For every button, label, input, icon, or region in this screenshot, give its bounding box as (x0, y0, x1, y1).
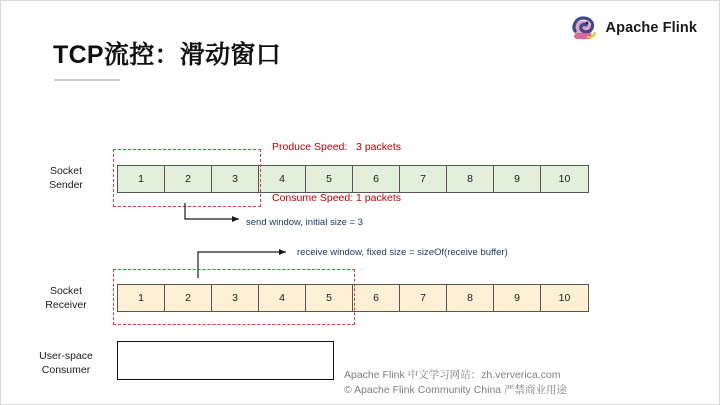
sender-cell: 3 (212, 166, 259, 192)
receiver-packet-row (117, 284, 589, 312)
socket-receiver-label-line2: Receiver (45, 299, 87, 311)
sender-cell: 2 (165, 166, 212, 192)
sender-cell: 5 (306, 166, 353, 192)
socket-receiver-label (33, 284, 99, 312)
receiver-cell: 9 (494, 285, 541, 311)
receiver-cell: 10 (541, 285, 588, 311)
socket-sender-label-line1: Socket (49, 165, 83, 177)
sender-cell: 6 (353, 166, 400, 192)
receiver-cell: 4 (259, 285, 306, 311)
sender-packet-row (117, 165, 589, 193)
flink-squirrel-logo-icon (569, 13, 599, 43)
sender-cell: 1 (118, 166, 165, 192)
receive-window-text: receive window, fixed size = sizeOf(receive buffer) (297, 247, 508, 258)
receiver-cell: 2 (165, 285, 212, 311)
consumer-buffer-box (117, 341, 334, 380)
footer-line-1: Apache Flink 中文学习网站：zh.ververica.com (344, 369, 561, 381)
sender-cell: 8 (447, 166, 494, 192)
sender-cell: 9 (494, 166, 541, 192)
title-underline (54, 79, 120, 81)
socket-sender-label-line2: Sender (49, 179, 83, 191)
produce-speed-text: Produce Speed: 3 packets (272, 141, 401, 153)
user-space-consumer-label (33, 349, 99, 377)
receiver-cell: 8 (447, 285, 494, 311)
brand-name: Apache Flink (605, 20, 697, 36)
send-window-connector (181, 201, 251, 232)
sender-cell: 7 (400, 166, 447, 192)
user-space-consumer-label-line2: Consumer (41, 364, 91, 376)
receiver-cell: 1 (118, 285, 165, 311)
sender-cell: 10 (541, 166, 588, 192)
footer-line-2: © Apache Flink Community China 严禁商业用途 (344, 384, 568, 396)
receiver-cell: 6 (353, 285, 400, 311)
receive-window-connector (194, 244, 294, 287)
consume-speed-text: Consume Speed: 1 packets (272, 192, 401, 204)
send-window-text: send window, initial size = 3 (246, 217, 363, 228)
brand (569, 13, 697, 43)
socket-receiver-label-line1: Socket (49, 285, 83, 297)
page-title: TCP流控：滑动窗口 (53, 41, 282, 69)
sender-cell: 4 (259, 166, 306, 192)
receiver-cell: 5 (306, 285, 353, 311)
footer (344, 368, 567, 398)
socket-sender-label (33, 164, 99, 192)
receiver-cell: 7 (400, 285, 447, 311)
receiver-cell: 3 (212, 285, 259, 311)
user-space-consumer-label-line1: User-space (39, 350, 93, 362)
